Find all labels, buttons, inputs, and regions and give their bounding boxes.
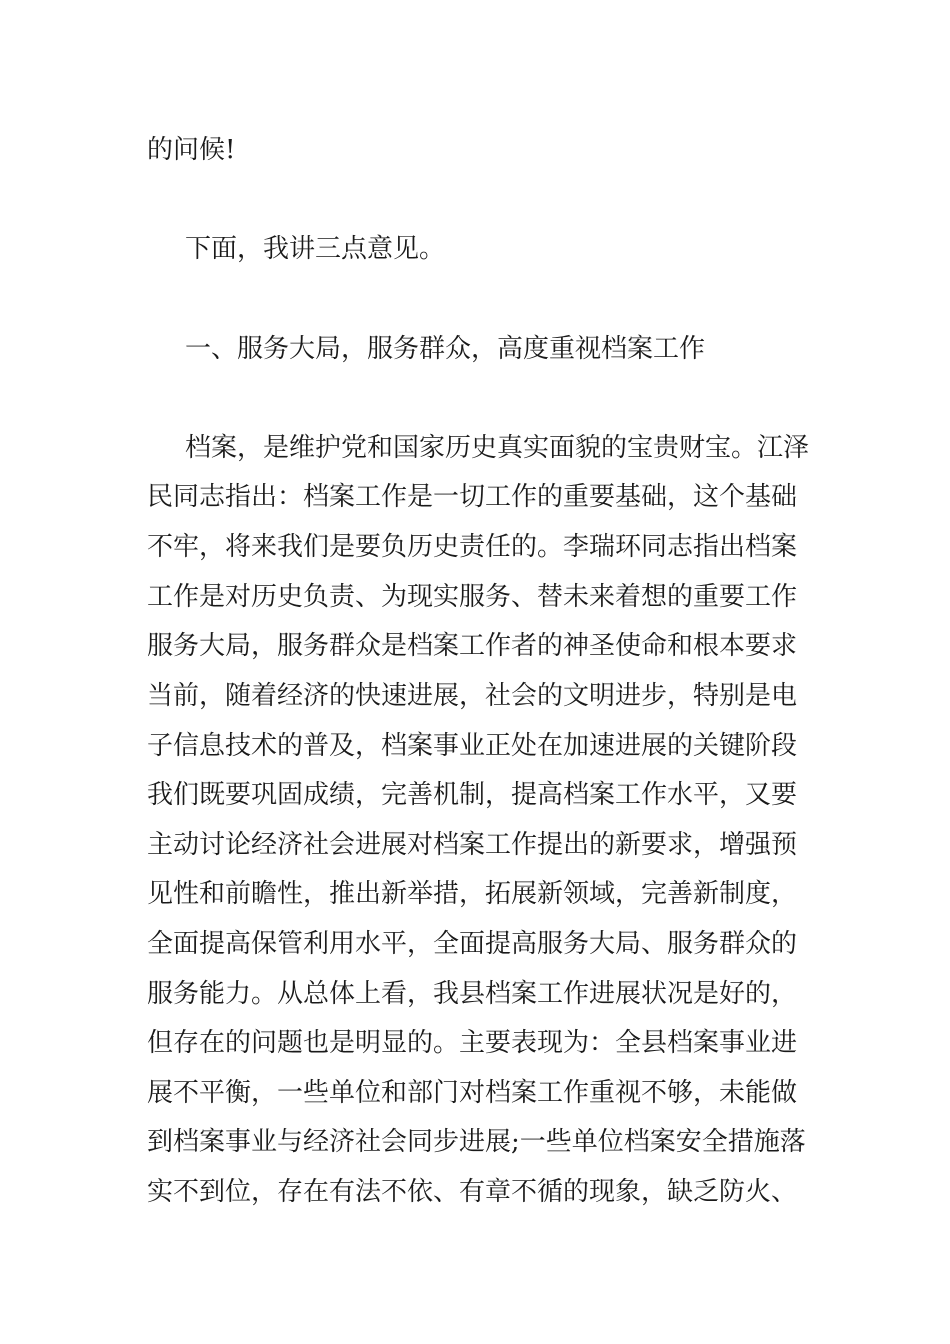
body-line: 档案，是维护党和国家历史真实面貌的宝贵财宝。江泽: [185, 433, 810, 463]
body-line: 但存在的问题也是明显的。主要表现为：全县档案事业进: [147, 1028, 798, 1058]
body-line: 实不到位，存在有法不依、有章不循的现象，缺乏防火、: [147, 1177, 798, 1207]
body-line: 我们既要巩固成绩，完善机制，提高档案工作水平，又要: [147, 780, 798, 810]
section-heading: 一、服务大局，服务群众，高度重视档案工作: [185, 334, 706, 364]
body-line: 子信息技术的普及，档案事业正处在加速进展的关键阶段: [147, 731, 798, 761]
body-line: 当前，随着经济的快速进展，社会的文明进步，特别是电: [147, 681, 798, 711]
body-line: 不牢，将来我们是要负历史责任的。李瑞环同志指出档案: [147, 532, 798, 562]
body-line: 到档案事业与经济社会同步进展;一些单位档案安全措施落: [147, 1127, 806, 1157]
body-line: 见性和前瞻性，推出新举措，拓展新领域，完善新制度，: [147, 879, 798, 909]
greeting-tail-text: 的问候!: [147, 135, 236, 165]
body-line: 展不平衡，一些单位和部门对档案工作重视不够，未能做: [147, 1078, 798, 1108]
body-line: 全面提高保管利用水平，全面提高服务大局、服务群众的: [147, 929, 798, 959]
body-line: 主动讨论经济社会进展对档案工作提出的新要求，增强预: [147, 830, 798, 860]
intro-paragraph: 下面，我讲三点意见。: [185, 234, 446, 264]
body-line: 服务能力。从总体上看，我县档案工作进展状况是好的，: [147, 979, 798, 1009]
body-line: 民同志指出：档案工作是一切工作的重要基础，这个基础: [147, 482, 798, 512]
body-line: 服务大局，服务群众是档案工作者的神圣使命和根本要求: [147, 631, 798, 661]
body-line: 工作是对历史负责、为现实服务、替未来着想的重要工作: [147, 582, 798, 612]
